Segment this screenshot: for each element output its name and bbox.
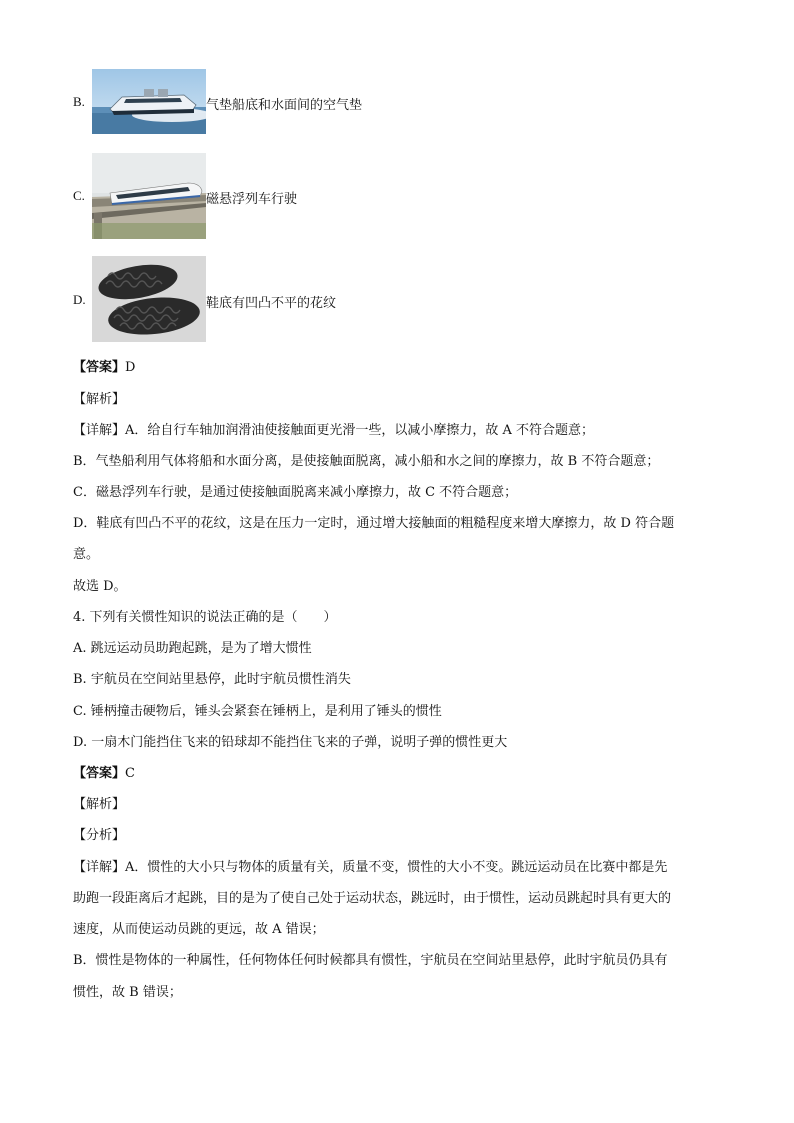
q4-detail-b-1: B．惯性是物体的一种属性，任何物体任何时候都具有惯性，宇航员在空间站里悬停，此时宇航员仍具有 — [73, 953, 668, 968]
option-b-letter: B. — [73, 94, 85, 109]
q4-fenxi-label: 【分析】 — [73, 828, 126, 843]
q4-option-d: D. 一扇木门能挡住飞来的铅球却不能挡住飞来的子弹，说明子弹的惯性更大 — [73, 735, 508, 750]
q4-analysis-label: 【解析】 — [73, 797, 126, 812]
q3-answer-line — [73, 358, 733, 378]
q3-detail-c: C．磁悬浮列车行驶，是通过使接触面脱离来减小摩擦力，故 C 不符合题意； — [73, 485, 518, 500]
q4-detail-a-1: A．惯性的大小只与物体的质量有关，质量不变，惯性的大小不变。跳远运动员在比赛中都是先 — [125, 860, 668, 875]
hovercraft-photo — [92, 69, 206, 134]
q4-answer-line — [73, 764, 733, 784]
maglev-train-photo — [92, 153, 206, 239]
q3-detail-a: A．给自行车轴加润滑油使接触面更光滑一些，以减小摩擦力，故 A 不符合题意； — [125, 423, 595, 438]
q4-detail-a-3: 速度，从而使运动员跳的更远，故 A 错误； — [73, 922, 325, 937]
q3-answer: D — [125, 360, 136, 375]
option-c-caption: 磁悬浮列车行驶 — [206, 192, 298, 207]
q4-detail-a-2: 助跑一段距离后才起跳，目的是为了使自己处于运动状态，跳远时，由于惯性，运动员跳起时具有更大的 — [73, 891, 672, 906]
option-d-caption: 鞋底有凹凸不平的花纹 — [206, 296, 337, 311]
q3-conclusion: 故选 D。 — [73, 579, 127, 594]
q3-detail-a-line — [73, 421, 733, 441]
q4-detail-a-line — [73, 858, 733, 878]
q3-answer-label: 【答案】 — [73, 360, 126, 375]
q4-detail-label: 【详解】 — [73, 860, 126, 875]
q4-detail-b-2: 惯性，故 B 错误； — [73, 985, 182, 1000]
q4-option-a: A. 跳远运动员助跑起跳，是为了增大惯性 — [73, 641, 312, 656]
q4-option-b: B. 宇航员在空间站里悬停，此时宇航员惯性消失 — [73, 672, 351, 687]
option-d-letter: D. — [73, 292, 86, 307]
q3-detail-d-1: D．鞋底有凹凸不平的花纹，这是在压力一定时，通过增大接触面的粗糙程度来增大摩擦力，故 D 符合题 — [73, 516, 675, 531]
q3-detail-d-2: 意。 — [73, 547, 100, 562]
q4-option-c: C. 锤柄撞击硬物后，锤头会紧套在锤柄上，是利用了锤头的惯性 — [73, 704, 442, 719]
option-b-caption: 气垫船底和水面间的空气垫 — [206, 98, 363, 113]
q4-answer-label: 【答案】 — [73, 766, 126, 781]
q3-analysis-label: 【解析】 — [73, 392, 126, 407]
q4-answer: C — [125, 766, 135, 781]
option-c-letter: C. — [73, 188, 85, 203]
q3-detail-b: B．气垫船利用气体将船和水面分离，是使接触面脱离，减小船和水之间的摩擦力，故 B 不符合题意； — [73, 454, 660, 469]
q4-stem: 4. 下列有关惯性知识的说法正确的是（ ） — [73, 610, 337, 625]
shoe-soles-photo — [92, 256, 206, 342]
q3-detail-label: 【详解】 — [73, 423, 126, 438]
